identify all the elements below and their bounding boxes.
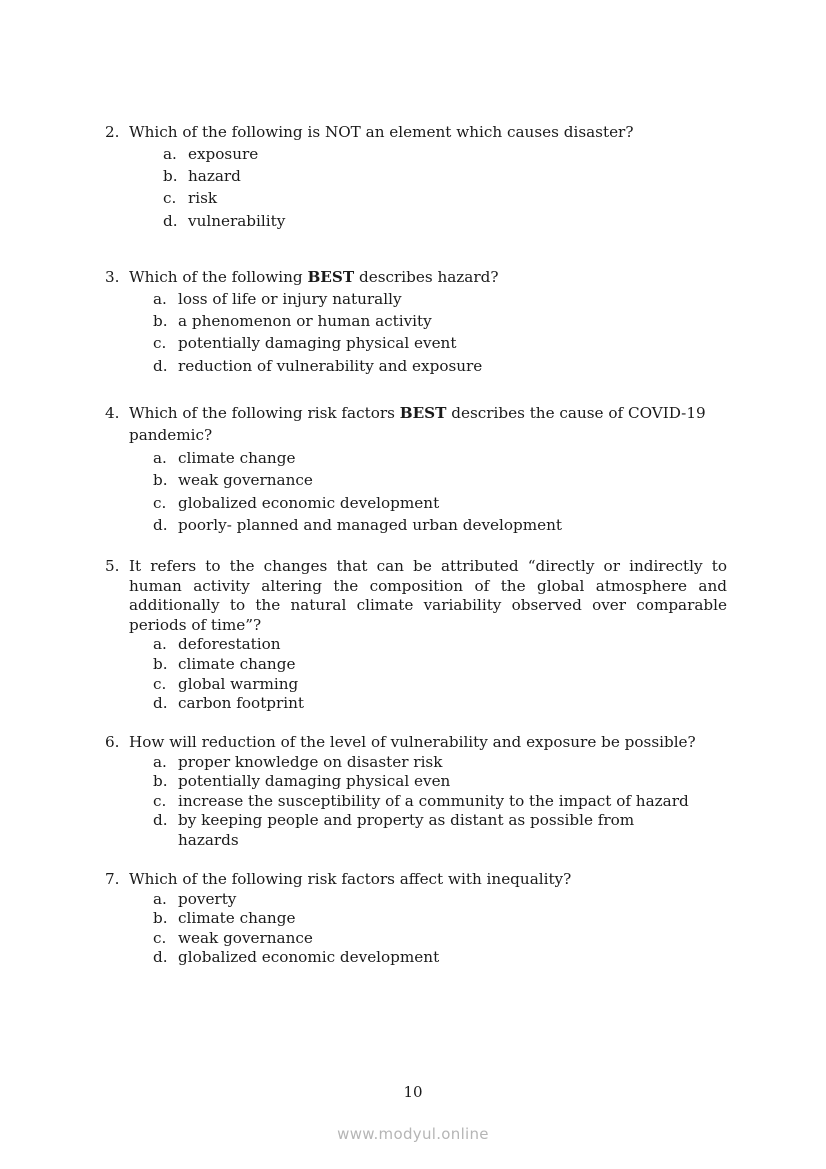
option-b: b. climate change — [153, 909, 296, 928]
question-stem — [105, 870, 727, 890]
emphasis-text: BEST — [307, 268, 355, 286]
option-d: d. reduction of vulnerability and exposure — [153, 356, 483, 375]
question-3 — [105, 268, 727, 377]
question-4 — [105, 402, 727, 536]
option-a: a. climate change — [153, 448, 296, 467]
question-number: 6. — [105, 733, 120, 751]
option-a: a. exposure — [163, 144, 259, 163]
option-d: d. carbon footprint — [153, 694, 305, 713]
option-a: a. proper knowledge on disaster risk — [153, 752, 443, 771]
question-stem — [105, 733, 727, 753]
question-number: 2. — [105, 123, 120, 141]
option-c: c. risk — [163, 189, 218, 208]
option-c: c. global warming — [153, 674, 299, 693]
question-stem — [105, 123, 727, 143]
option-a: a. poverty — [153, 889, 237, 908]
question-text: Which of the following is NOT an element which causes disaster? — [129, 123, 634, 141]
option-list — [153, 890, 727, 968]
question-6 — [105, 733, 727, 851]
option-c: c. weak governance — [153, 928, 313, 947]
option-list — [163, 143, 727, 233]
option-b: b. potentially damaging physical even — [153, 772, 451, 791]
option-b: b. climate change — [153, 654, 296, 673]
option-b: b. a phenomenon or human activity — [153, 312, 432, 330]
option-list — [153, 753, 727, 851]
question-number: 5. — [105, 557, 120, 575]
option-list — [153, 288, 727, 378]
question-number: 3. — [105, 268, 120, 286]
option-list — [153, 447, 727, 537]
option-d: d. poorly- planned and managed urban development — [153, 516, 563, 535]
option-c: c. potentially damaging physical event — [153, 334, 457, 353]
emphasis-text: BEST — [399, 404, 447, 422]
option-c: c. increase the susceptibility of a community to the impact of hazard — [153, 791, 689, 810]
option-d: d. vulnerability — [163, 211, 286, 230]
question-stem — [105, 268, 727, 288]
option-d: d. globalized economic development — [153, 948, 440, 967]
page-number: 10 — [403, 1083, 423, 1101]
question-number: 4. — [105, 404, 120, 422]
question-7 — [105, 870, 727, 968]
watermark: www.modyul.online — [337, 1125, 489, 1143]
option-d: d. by keeping people and property as distant as possible from hazards — [153, 811, 635, 849]
question-number: 7. — [105, 870, 120, 888]
option-a: a. deforestation — [153, 635, 281, 654]
question-text: How will reduction of the level of vulnerability and exposure be possible? — [129, 733, 696, 751]
option-list — [153, 635, 727, 713]
question-text: Which of the following risk factors affect with inequality? — [129, 870, 572, 888]
option-b: b. hazard — [163, 167, 241, 185]
option-b: b. weak governance — [153, 471, 313, 490]
question-stem — [105, 557, 727, 635]
question-text: Which of the following risk factors BEST describes the cause of COVID-19 pandemic? — [129, 404, 706, 445]
question-text: It refers to the changes that can be attributed “directly or indirectly to human activity altering the composition of the global atmosphere and additionally to the natural climate variability observed over comparable periods of time”? — [129, 557, 727, 634]
question-5 — [105, 557, 727, 714]
question-2 — [105, 123, 727, 232]
question-text: Which of the following BEST describes hazard? — [129, 268, 499, 286]
question-stem — [105, 402, 727, 447]
option-c: c. globalized economic development — [153, 493, 440, 512]
option-a: a. loss of life or injury naturally — [153, 289, 402, 308]
